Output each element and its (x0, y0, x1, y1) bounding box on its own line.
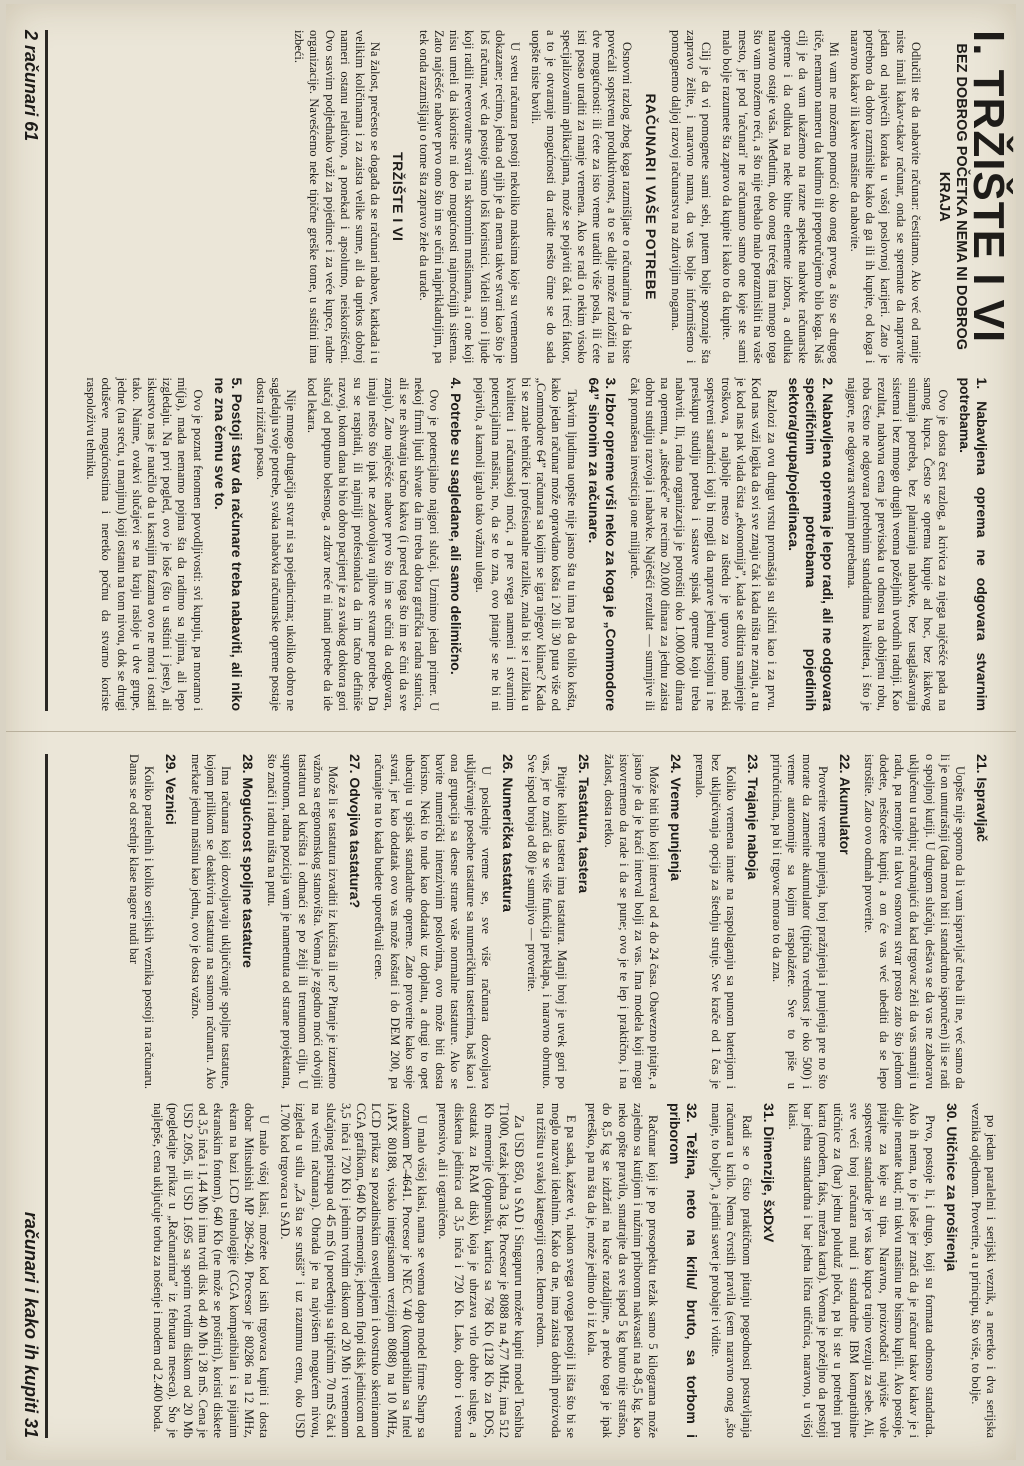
right-column-1 (93, 754, 998, 1089)
section-body: E pa sada, kažete vi, nakon svega ovoga postoji li išta što bi se moglo nazvati idealnim. Kako da ne, ima zaista dobrih proizvoda na tržištu u svakoj kategoriji cene. Idemo redom. (533, 1103, 578, 1438)
right-footer (20, 754, 48, 1438)
section-heading: 27. Odvojiva tastatura? (347, 754, 364, 909)
section-body: Koliko vremena imate na raspolaganju sa punom baterijom i bez uključivanja opcija za štednju struje. Sve krače od 1 čas je premalo. (693, 754, 738, 1089)
left-page (6, 4, 1016, 732)
section-body: Nije mnogo drugačija stvar ni sa pojedincima; ukoliko dobro ne sagledaju svoje potrebe, svaka nabavka računarske opreme postaje dosta riziičan posao. (253, 377, 299, 711)
section-subtitle: BEZ DOBROG POČETKA NEMA NI DOBROG KRAJA (935, 43, 969, 351)
section-heading: 4. Potrebe su sagledane, ali samo delimično. (448, 377, 465, 675)
section-body: Za USD 850, u SAD i Singapuru možete kupiti model Toshiba T1000, težak jedna 3 kg. Procesor je 8088 na 4,77 MHz, ima 512 Kb memorije (dopunsku, kartica sa 768 Kb (128 Kb za DOS, ostatak za RAM disk) koja je ubrzava vrlo dobre usluge, a disketna jedinica od 3,5 inča i 720 Kb. Lako, dobro i veoma prenosivo, ali i ograničeno. (436, 1103, 527, 1438)
box-paragraph: U svetu računara postoji nekoliko maksima koje su vremenom dokazane; recimo, jedna od njih je da nema takve stvari kao što je loš računar, već da postoje samo loši korisnici. Videli smo i ljude koji radili neverovatne stvari na skromnim mašinama, a i one koji nisu umeli da iskoriste ni deo mogućnosti najmoćnijih sistema. Zato najčešće nabave prvo ono što im se učini najprikladnijim, pa tek onda razmišljaju o tome šta zapravo žele da urade. (416, 30, 522, 364)
scanned-page (6, 4, 1016, 1460)
section-heading: 24. Vreme punjenja (668, 754, 685, 881)
intro-paragraph: Cilj je da vi pomognete sami sebi, putem bolje spoznaje šta zapravo želite, i naravno nama, da vas bolje informišemo i pomognemo daljoj razvoj računarstva na zdravijim nogama. (668, 30, 714, 364)
intro-paragraph: Mi vam ne možemo pomoći oko onog prvog, a što se drugog tiče, nemamo nameru da kudimo ili preporučujemo bilo koga. Naš cilj je da vam ukažemo na razne aspekte nabavke računarske opreme i da odluka na neke bitne elemente izbora, a odluka naravno ostaje vaša. Međutim, oko onog trećeg ima mnogo toga što vam možemo reći, a što nije trebalo malo porazmisliti na vaše mesto, jer pod 'računari' ne računamo samo one koje ste sami malo bolje razumete šta zapravo da kupite i kako to da kupite. (720, 30, 841, 364)
section-heading: 29. Veznici (163, 754, 180, 825)
box-text (416, 30, 635, 364)
box-paragraph: Osnovni razlog zbog koga razmišljate o računarima je da biste povećali sopstvenu produktivnost, a to se dalje može razložiti na dve mogućnosti: ili ćete za isto vreme uraditi više posla, ili ćete isti posao uraditi za manje vremena. Ako se radi o nekim visoko specijalizovanim aplikacijama, može se pojaviti čak i treći faktor, a to je otvaranje mogućnosti da radite nešto čime se do sada uopšte niste bavili. (529, 30, 635, 364)
section-body: U malo višoj klasi, možete kod istih trgovaca kupiti i dosta dobar Mitsubishi MP 286-240. Procesor je 80286 na 12 MHz, ekran na bazi LCD tehnologije (CGA kompatibilan i sa pijanim ekranskim fontom), 640 Kb (ne može se proširiti), koristi diskete od 3,5 inča i 1,44 Mb i ima tvrdi disk od 40 Mb i 28 mS. Cena je USD 2.095, ili USD 1.695 sa sporim tvrdim diskom od 20 Mb (pogledajte prikaz u „Računarima” iz februara meseca). Što je najlepše, cena uključuje torbu za nošenje i modem od 2.400 boda. (150, 1103, 272, 1438)
intro-paragraph: Odlučili ste da nabavite računar: čestitamo. Ako već od ranije niste imali kakav-takav računar, onda se spremate da napravite jedan od najvećih koraka u vašoj poslovnoj karijeri. Zato je potrebno da dobro razmislite kako da ga ili ih kupite, od koga i naravno kakav ili kakve mašine da nabavite. (847, 30, 923, 364)
section-heading: 26. Numerička tastatura (499, 754, 516, 912)
section-heading: 3. Izbor opreme vrši neko za koga je „Commodore 64” sinonim za računare. (585, 377, 619, 711)
rotated-spread (6, 4, 1016, 1460)
section-body: Pitajte koliko tastera ima tastatura. Manji broj je uvek gori po vas, jer to znači da se više funkcija preklapa, i naravno obrnuto. Sve ispod broja od 80 je sumnjivo — proverite. (524, 754, 570, 1089)
section-heading: 21. Ispravljač (974, 754, 990, 842)
section-body: U poslednje vreme se, sve više računara dozvoljava uključivanje posebne tastature sa numeričkim tasterima, baš kao i ona grupacija sa desne strane vaše normalne tastature. Ako se bavite numerički intenzivnim poslovima, ovo može biti dosta korisno. Neki to nude kao dodatak uz doplatu, a drugi to opet ubacuju u spisak standardne opreme. Zato proverite kako stoje stvari, jer kao dodatak ovo vas može koštati i do DEM 200, pa računajte na to kada budete upoređivali cene. (372, 754, 493, 1089)
section-heading: 31. Dimenzije, šxDxV (760, 1103, 777, 1243)
section-body: Ima računara koji dozvoljavaju uključivanje spoljne tastature, kojom prilikom se deaktivira tastatura na samom računaru. Ako merkate jednu mašinu kao jednu, ovo je dosta važno. (188, 754, 234, 1089)
box2-paragraph: Na žalost, prečesto se događa da se računari nabave, katkada i u velikim količinama i za zaista velike sume, ali da uprkos dobroj nameri ostanu relativno, a ponekad i apsolutno, neiskorišćeni. Ovo sasvim podjednako važi za pojedince i za veće kupce, radne organizacije. Navešćemo neke tipične greške tome, u suštini ima izbeći. (292, 30, 383, 364)
section-heading: 5. Postoji stav da računare treba nabaviti, ali niko ne zna čemu sve to. (211, 377, 245, 711)
box-title: RAČUNARI I VAŠE POTREBE (642, 93, 659, 300)
section-body: Može li se tastatura izvaditi iz kućišta ili ne? Pitanje je izuzetno važno sa ergonomskog stanovišta. Veoma je zgodno moći odvojiti tastaturu od kućišta i odmaći se po želji ili trenutnom cilju. U suprotnom, radna pozicija vam je nametnuta od strane projektanta, što znači i radnu ništa na putu. (265, 754, 341, 1089)
running-title: računari i kako ih kupiti (21, 1211, 41, 1413)
left-column-2 (84, 377, 998, 712)
section-heading: 23. Trajanje naboja (744, 754, 761, 880)
page-number-right: 31 (21, 1417, 41, 1438)
section-body: Ovo je poznat fenomen povodljivosti: svi kupuju, pa moramo i mi(ja), mada nemamo pojma šta da radimo sa njima, ali lepo izgledaju. Na prvi pogled, ovo je loše (što u suštini i jeste), ali iskustvo nas je naučilo da u kasnijim fazama ovo ne mora i ostati tako. Naime, ovakvi slučajevi se na kraju rasloje u dve grupe, jedne (na sreću, u manjinu) koji ostanu na tom nivou, dok se drugi oduševe mogućnostima i neretko počnu da stvarno koriste raspoloživu tehniku. (84, 377, 205, 711)
section-body: Razlozi za ovu drugu vrstu promašaja su slični kao i za prvu. Kod nas važi logika da svi sve znaju čak i kada ništa ne znaju, a tu je kod nas pak vlada čista „ekonomija”, kada se diktira smanjenje troškova, a najbolje mesto za uštedu je upravo tamo neki sopstveni saradnici koji bi mogli da naprave jednu pristojnu i ne preskupu studiju potreba i sastave spisak opreme koju treba nabaviti. Ili, radna organizacija je potrošiti oko 1.000.000 dinara na opremu, a „uštedeće” ne recimo 20.000 dinara za jednu zaista dobru studiju razvoja i nabavke. Najčešći rezultat — sumnjive ili čak promašena investicija one milijarde. (627, 377, 779, 711)
section-heading: 25. Tastatura, tastera (576, 754, 593, 894)
section-body: U malo višoj klasi, nama se veoma dopa model firme Sharp sa oznakom PC-4641. Procesor je NEC V40 (kompatibilan sa Intel iAPX 80188, visoko integrisanom verzijom 8088) na 10 MHz, LCD prikaz sa pozadinskim osvetljenjem i dvostruko skeniranom CGA grafikom, 640 Kb memorije, jednom flopi disk jedinicom od 3,5 inča i 720 Kb i jednim tvrdim diskom od 20 Mb i vremenom slučajnog pristupa od 45 mS (u poređenju sa tipičnim 70 mS čak i na većini računara). Obrada je na najvišem mogućem nivou, izgleda u stilu „Za šta se srušiš” i uz razumnu cenu, oko USD 1.700 kod trgovaca u SAD. (278, 1103, 430, 1438)
section-heading: 2. Nabavljena oprema je lepo radi, ali ne odgovara specifičnim potrebama pojedinih sektora/grupa/pojedinaca. (785, 377, 836, 711)
right-columns (93, 754, 998, 1438)
right-column-2 (93, 1103, 998, 1438)
section-body: Prvo, postoje li, i drugo, koji su formata odnosno standarda. Ako ih nema, to je loše jer znači da je računar takav kakav je i dalje nemate kud; mi takvu mašinu ne bismo kupili. Ako postoje, pitajte za koje su tipa. Naravno, proizvođači najviše vole sopstvene standarde jer vas kao kupca trajno vezuju za sebe. Ali, sve veći broj računara nudi i standardne IBM kompatibilne utičnice za (bar) jednu poluduž ploču, pa bi ste u potrebni pru karta (modem, faks, mrežna karta). Veoma je poželjno da postoji bar jedna standardna i bar jedna lična utičnica, naravno, u višoj klasi. (785, 1103, 937, 1438)
intro-text (668, 30, 923, 364)
page-number-left: 2 (21, 30, 41, 41)
right-page (6, 732, 1016, 1460)
section-heading: 22. Akumulator (836, 754, 853, 855)
section-body: Može biti bilo koji interval od 4 do 24 časa. Obavezno pitajte, a jasno je da je kraći interval bolji za vas. Ima modela koji mogu istovremeno da rade i da se pune; ovo je te lep i praktično, i na žalost, dosta retko. (601, 754, 662, 1089)
section-heading: 1. Nabavljena oprema ne odgovara stvarnim potrebama. (957, 377, 990, 711)
section-body: Koliko paralelnih i koliko serijskih veznika postoji na računaru. Danas se od srednje klase nagore nudi bar (127, 754, 157, 1089)
section-body: po jedan paralelni i serijski veznik, a neretko i dva serijska veznika odjednom. Proverite, a u principu, što više, to bolje. (968, 1103, 998, 1438)
section-title: I. TRŽIŠTE I VI (964, 30, 1013, 344)
left-footer (20, 30, 48, 711)
section-heading: 28. Mogućnost spoljne tastature (240, 754, 257, 968)
left-columns (84, 30, 1013, 711)
section-body: Radi se o čisto praktičnom pitanju pogodnosti postavljanja računara u krilo. Nema čvrstih pravila (sem naravno onog „što manje, to bolje”), a jedini savet je probajte i vidite. (709, 1103, 754, 1438)
magazine-name: računari 61 (21, 45, 41, 142)
section-heading: 32. Težina, neto na krilu/ bruto, sa torbom i priborom (666, 1103, 700, 1438)
section-body: Ovo je dosta čest razlog, a krivica za njega najčešće pada na samog kupca. Često se oprema kupuje ad hoc, bez ikakvog snimanja potreba, bez planiranja nabavke, bez usaglašavanja sistema i bez mnogo drugih veoma poželjnih uvodnih radnji. Kao rezultat, nabavna cena je previsoka u odnosu na dobijenu robu, roba često ne odgovara potrebnim standardima kvaliteta, i što je najgore, ne odgovara stvarnim potrebama. (844, 377, 950, 711)
section-heading: 30. Utičnice za proširenja (943, 1103, 960, 1272)
section-body: Računar koji je po prosopektu težak samo 5 kilograma može zajedno sa kutijom i nužnim priborom nakvasati na 8-8,5 kg. Kao neko opšte pravilo, smatrajte da sve ispod 5 kg bruto nije strašno, do 8,5 kg se izdržati na krače razdaljine, a preko toga je ipak preteško, pa ma šta da je, može jedino do i iz kola. (585, 1103, 660, 1438)
box2-text (291, 30, 382, 364)
section-body: Uopšte nije sporno da li vam ispravljač treba ili ne, već samo da li je on unutrašnji (tada mora biti i standardno isporučen) ili se radi o spoljnoj kutiji. U drugom slučaju, dešava se da vas ne zaboravu uključenu u radnju; računajući da kad trgovac želi da vas smanji u radu, pa nemojte ni takvu osnovnu stvar prosto zato što jednom dodete, neštoćete kupiti, a on će vas već ubediti da se lepo istrošite. Zato ovo odmah proverite. (861, 754, 967, 1089)
box2-title: TRŽIŠTE I VI (390, 152, 407, 242)
section-body: Takvim ljudima uopšte nije jasno šta tu ima pa da toliko košta, kako jedan računar može opravdano košta i 20 ili 30 puta više od „Commodore 64” računara sa kojim se igra njegov klinac? Kada bi se znale tehničke i profesionalne razlike, znala bi se i razlika u kvalitetu i računarskoj moći, a pre svega nameni i stvarnim potencijalima mašina; no, da se to zna, ovo pitanje se ne bi ni pojavilo, a kamoli igralo tako važnu ulogu. (473, 377, 579, 711)
section-body: Ovo je potencijalno najgori slučaj. Uzmimo jedan primer. U nekoj firmi ljudi shvate da im treba dobra grafička radna stanica, ali se ne shvataju tačno kakva (i pored toga što im se čini da sve znaju). Zato najčešće nabave prvo što im se učini da odgovara, imaju nešto što ipak ne zadovoljava njihove stvarne potrebe. Da su se raspitali, ili najmilji profesionalca da im tačno definiše razvoj, tokom dana bi bio dobro pacijent je za svakog doktora gori slučaj od potpuno bolesnog, a zdrav neće ni imati potrebe da ide kod lekara. (305, 377, 442, 711)
left-column-1 (93, 30, 1013, 364)
section-body: Proverite vreme punjenja, broj pražnjenja i punjenja pre no što morate da zamenite akumulator (tipična vrednost je oko 500) i vreme autonomije sa kojim raspolažete. Sve to piše u priručnicima, pa bi i trgovac morao to da zna. (769, 754, 830, 1089)
